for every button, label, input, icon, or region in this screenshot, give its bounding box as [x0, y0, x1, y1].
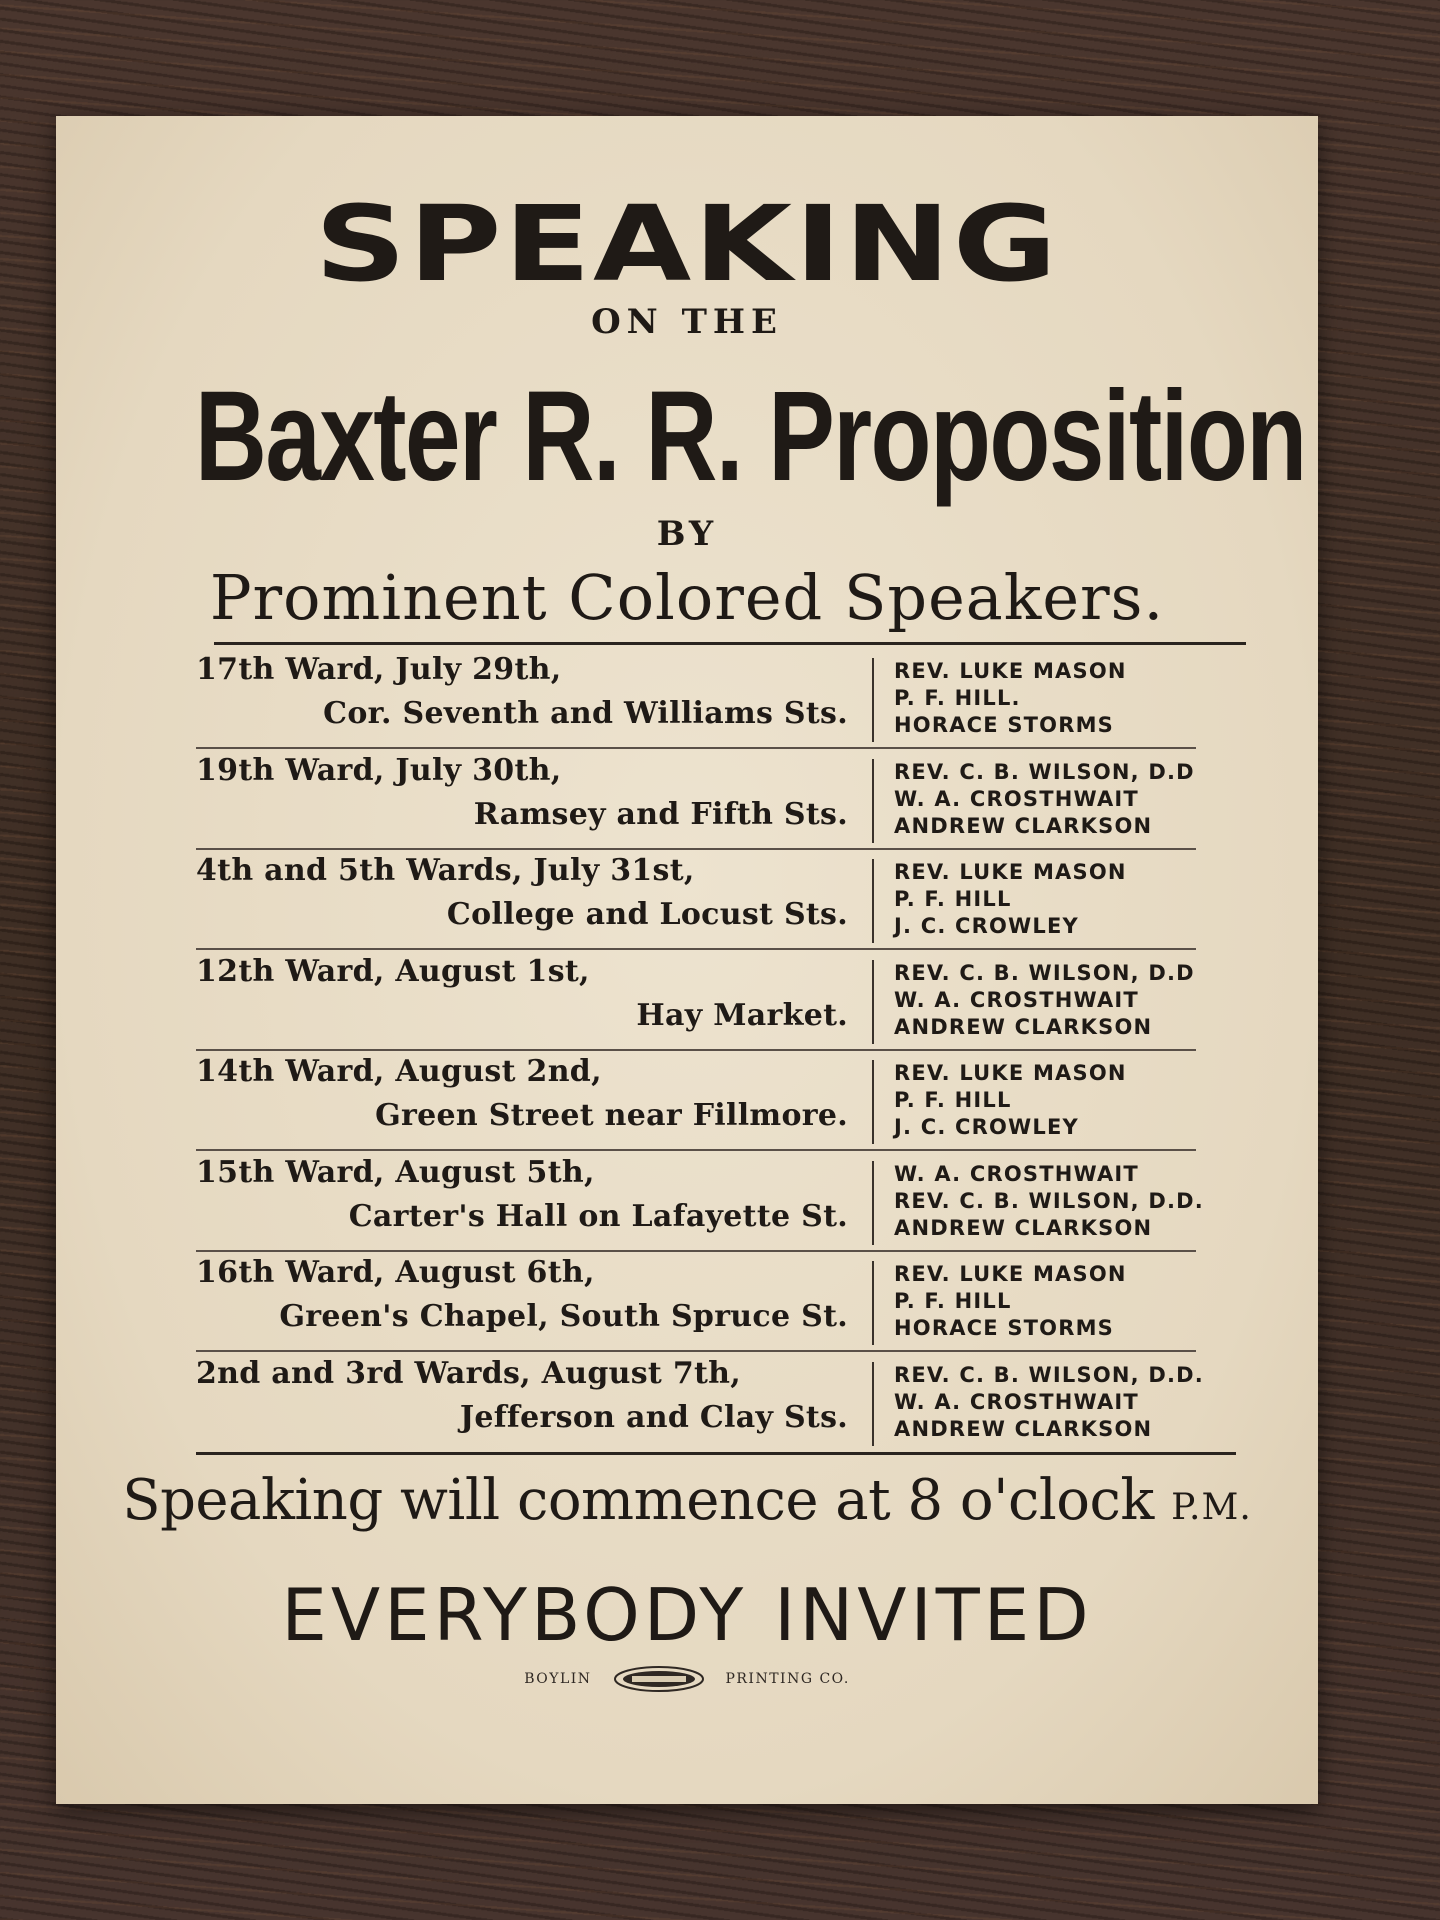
event-info: [196, 1352, 848, 1453]
venue: Hay Market.: [636, 997, 848, 1033]
column-divider: [872, 1060, 874, 1144]
column-divider: [872, 960, 874, 1044]
by-label: BY: [656, 514, 718, 554]
speaker-list: [894, 759, 1195, 840]
speaker-name: J. C. CROWLEY: [894, 914, 1079, 938]
everybody-invited: EVERYBODY INVITED: [281, 1573, 1093, 1657]
speakers-heading: Prominent Colored Speakers.: [209, 561, 1165, 634]
speaker-name: ANDREW CLARKSON: [894, 1215, 1153, 1240]
speaker-list: [894, 1060, 1127, 1141]
event-info: [196, 950, 848, 1051]
event-info: [196, 648, 848, 749]
event-info: [196, 1151, 848, 1252]
ward-date: 16th Ward, August 6th,: [196, 1255, 595, 1290]
speaker-name: HORACE STORMS: [894, 1316, 1115, 1340]
schedule-row: [196, 849, 1236, 950]
event-info: [196, 1050, 848, 1151]
speaker-name: REV. C. B. WILSON, D.D.: [894, 1362, 1204, 1387]
speaker-name: HORACE STORMS: [894, 713, 1115, 737]
schedule-row: [196, 1151, 1236, 1252]
speaker-list: [894, 960, 1195, 1041]
ward-date: 19th Ward, July 30th,: [196, 752, 562, 788]
speaker-list: [894, 1261, 1127, 1342]
venue: Green's Chapel, South Spruce St.: [279, 1299, 848, 1334]
speaker-name: REV. LUKE MASON: [894, 1061, 1127, 1085]
venue: College and Locust Sts.: [446, 897, 848, 932]
speaker-list: [894, 658, 1127, 739]
union-label-icon: [612, 1664, 706, 1694]
ward-date: 15th Ward, August 5th,: [196, 1154, 595, 1190]
schedule-row: [196, 1050, 1236, 1151]
speaker-name: REV. C. B. WILSON, D.D: [894, 960, 1195, 985]
venue: Jefferson and Clay Sts.: [459, 1399, 848, 1435]
venue: Carter's Hall on Lafayette St.: [348, 1198, 848, 1234]
speaker-name: W. A. CROSTHWAIT: [894, 1389, 1139, 1414]
speaker-name: W. A. CROSTHWAIT: [894, 1161, 1139, 1186]
bottom-rule: [196, 1452, 1236, 1455]
top-rule: [214, 642, 1246, 645]
ward-date: 4th and 5th Wards, July 31st,: [196, 853, 695, 888]
column-divider: [872, 859, 874, 943]
speaker-name: P. F. HILL: [894, 1289, 1012, 1313]
speaker-name: REV. C. B. WILSON, D.D: [894, 759, 1195, 784]
speaker-list: [894, 1362, 1204, 1443]
commence-pm: P.M.: [1171, 1487, 1252, 1528]
column-divider: [872, 1362, 874, 1446]
subject-heading: Baxter R. R. Proposition: [194, 365, 1306, 508]
commence-text: Speaking will commence at 8 o'clock: [122, 1468, 1154, 1533]
speaker-name: ANDREW CLARKSON: [894, 1014, 1153, 1039]
speaker-list: [894, 859, 1127, 940]
poster-sheet: [56, 116, 1318, 1804]
ward-date: 17th Ward, July 29th,: [196, 652, 562, 687]
venue: Ramsey and Fifth Sts.: [473, 796, 848, 832]
column-divider: [872, 1261, 874, 1345]
column-divider: [872, 759, 874, 843]
venue: Cor. Seventh and Williams Sts.: [323, 696, 848, 731]
ward-date: 14th Ward, August 2nd,: [196, 1054, 602, 1089]
event-info: [196, 849, 848, 950]
commence-line: [56, 1466, 1318, 1543]
speaker-name: P. F. HILL: [894, 1088, 1012, 1112]
column-divider: [872, 658, 874, 742]
speaker-name: W. A. CROSTHWAIT: [894, 786, 1139, 811]
schedule-row: [196, 950, 1236, 1051]
speaker-name: REV. LUKE MASON: [894, 860, 1127, 884]
speaker-name: REV. LUKE MASON: [894, 1262, 1127, 1286]
speaker-name: REV. LUKE MASON: [894, 659, 1127, 683]
printer-name-left: BOYLIN: [524, 1671, 592, 1687]
speaker-name: ANDREW CLARKSON: [894, 813, 1153, 838]
schedule-row: [196, 648, 1236, 749]
schedule-row: [196, 1251, 1236, 1352]
ward-date: 12th Ward, August 1st,: [196, 953, 590, 989]
event-info: [196, 1251, 848, 1352]
venue: Green Street near Fillmore.: [375, 1098, 848, 1133]
on-the-label: ON THE: [591, 302, 783, 342]
speaker-name: P. F. HILL: [894, 887, 1012, 911]
poster-title: SPEAKING: [314, 183, 1060, 305]
ward-date: 2nd and 3rd Wards, August 7th,: [196, 1355, 742, 1391]
speaker-name: J. C. CROWLEY: [894, 1115, 1079, 1139]
schedule-row: [196, 1352, 1236, 1453]
printer-name-right: PRINTING CO.: [725, 1671, 850, 1687]
speaker-name: REV. C. B. WILSON, D.D.: [894, 1188, 1204, 1213]
speaker-name: ANDREW CLARKSON: [894, 1416, 1153, 1441]
speaker-list: [894, 1161, 1204, 1242]
column-divider: [872, 1161, 874, 1245]
printer-imprint: [56, 1664, 1318, 1694]
schedule-row: [196, 749, 1236, 850]
event-info: [196, 749, 848, 850]
speaker-name: P. F. HILL.: [894, 686, 1021, 710]
speaker-name: W. A. CROSTHWAIT: [894, 987, 1139, 1012]
